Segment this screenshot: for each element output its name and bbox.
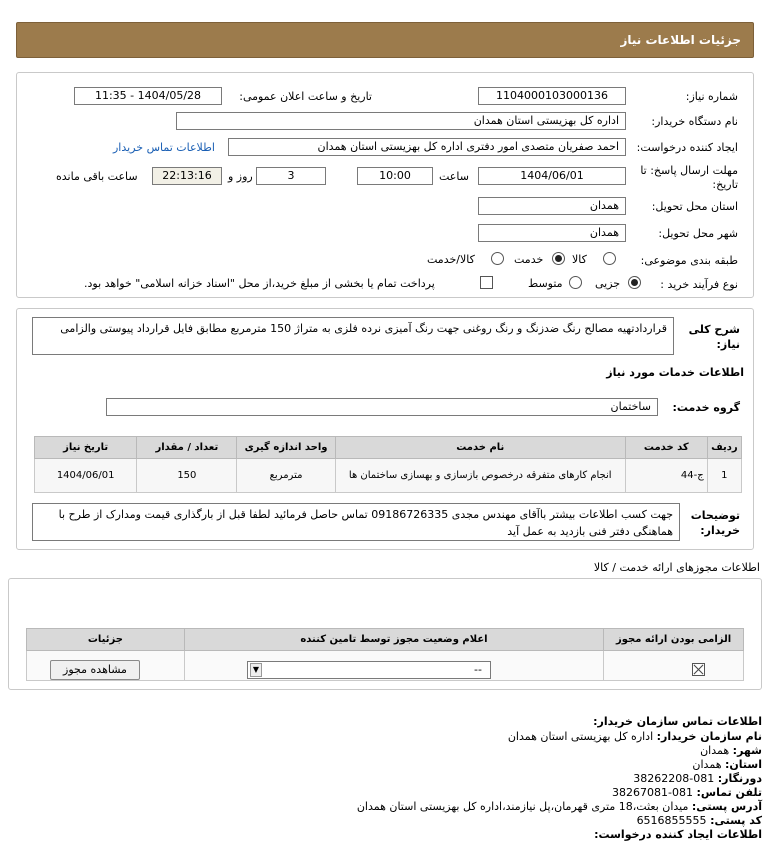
cell-date: 1404/06/01 — [35, 459, 137, 493]
payment-note: پرداخت تمام یا بخشی از مبلغ خرید،از محل "اسناد خزانه اسلامی" خواهد بود. — [84, 277, 435, 290]
requester-info-title: اطلاعات ایجاد کننده درخواست: — [594, 828, 762, 841]
permit-col-required: الزامی بودن ارائه مجوز — [604, 629, 744, 651]
view-permit-button[interactable]: مشاهده مجوز — [50, 660, 140, 680]
permit-status-select[interactable] — [247, 661, 491, 679]
province-label: استان محل تحویل: — [651, 200, 738, 213]
process-radio-medium[interactable] — [569, 276, 582, 289]
col-name: نام خدمت — [335, 437, 625, 459]
contact-phone-value: 081-38267081 — [612, 786, 694, 799]
requester-field: احمد صفریان متصدی امور دفتری اداره کل بهزیستی استان همدان — [228, 138, 626, 156]
contact-city-label: شهر: — [732, 744, 762, 757]
table-row — [35, 459, 742, 493]
contact-fax-label: دورنگار: — [717, 772, 762, 785]
category-option-goods: کالا — [572, 253, 587, 266]
contact-address-line — [357, 800, 762, 813]
permit-status-value: -- — [474, 663, 482, 676]
category-radio-goods-service[interactable] — [491, 252, 504, 265]
announce-label: تاریخ و ساعت اعلان عمومی: — [239, 90, 372, 103]
contact-org-label: نام سازمان خریدار: — [656, 730, 762, 743]
buyer-notes-box: جهت کسب اطلاعات بیشتر باآقای مهندس مجدی 09186726335 تماس حاصل فرمائید لطفا قبل از بارگذاری قیمت ومدارک از طرح با هماهنگی دفتر فنی بازدید به عمل آید — [32, 503, 680, 541]
permits-section-title: اطلاعات مجوزهای ارائه خدمت / کالا — [593, 561, 760, 574]
province-field: همدان — [478, 197, 626, 215]
category-radio-goods[interactable] — [603, 252, 616, 265]
contact-org-line — [508, 730, 762, 743]
process-option-minor: جزیی — [595, 277, 621, 290]
contact-address-value: میدان بعثت،18 متری قهرمان،پل نیازمند،اداره کل بهزیستی استان همدان — [356, 800, 689, 813]
contact-province-line — [692, 758, 762, 771]
days-field: 3 — [256, 167, 326, 185]
permit-col-status: اعلام وضعیت مجوز توسط تامین کننده — [184, 629, 603, 651]
chevron-down-icon: ▼ — [250, 663, 262, 677]
payment-checkbox[interactable] — [480, 276, 493, 289]
need-number-field: 1104000103000136 — [478, 87, 626, 105]
contact-title: اطلاعات تماس سازمان خریدار: — [593, 715, 762, 728]
need-number-label: شماره نیاز: — [685, 90, 738, 103]
deadline-time-label: ساعت — [439, 170, 469, 183]
col-row: ردیف — [707, 437, 741, 459]
contact-phone-line — [612, 786, 762, 799]
contact-postal-line — [637, 814, 762, 827]
cell-qty: 150 — [137, 459, 237, 493]
buyer-org-label: نام دستگاه خریدار: — [651, 115, 738, 128]
services-section-title: اطلاعات خدمات مورد نیاز — [606, 366, 744, 379]
cell-unit: مترمربع — [237, 459, 335, 493]
requester-label: ایجاد کننده درخواست: — [636, 141, 738, 154]
deadline-time-field: 10:00 — [357, 167, 433, 185]
contact-org-value: اداره کل بهزیستی استان همدان — [507, 730, 654, 743]
deadline-date-field: 1404/06/01 — [478, 167, 626, 185]
description-box: قراردادتهیه مصالح رنگ ضدزنگ و رنگ روغنی جهت رنگ آمیزی نرده فلزی به متراژ 150 مترمربع مطابق فایل قرارداد پیوستی والزامی — [32, 317, 674, 355]
permit-required-checkbox — [692, 663, 705, 676]
col-unit: واحد اندازه گیری — [237, 437, 335, 459]
process-option-medium: متوسط — [528, 277, 563, 290]
description-label: شرح کلی نیاز: — [688, 323, 740, 351]
page-header — [16, 22, 754, 58]
city-label: شهر محل تحویل: — [658, 227, 738, 240]
contact-postal-label: کد پستی: — [710, 814, 762, 827]
page-title: جزئیات اطلاعات نیاز — [620, 33, 741, 47]
contact-postal-value: 6516855555 — [636, 814, 707, 827]
cell-row: 1 — [707, 459, 741, 493]
category-radio-service[interactable] — [552, 252, 565, 265]
contact-phone-label: تلفن تماس: — [696, 786, 762, 799]
remaining-label: ساعت باقی مانده — [56, 170, 138, 183]
col-code: کد خدمت — [625, 437, 707, 459]
buyer-notes-label: توضیحات خریدار: — [690, 509, 740, 537]
process-radio-minor[interactable] — [628, 276, 641, 289]
col-date: تاریخ نیاز — [35, 437, 137, 459]
announce-field: 1404/05/28 - 11:35 — [74, 87, 222, 105]
process-label: نوع فرآیند خرید : — [660, 278, 738, 291]
col-qty: تعداد / مقدار — [137, 437, 237, 459]
services-table — [34, 436, 742, 493]
deadline-label: مهلت ارسال پاسخ: تا تاریخ: — [640, 164, 738, 191]
contact-province-value: همدان — [692, 758, 722, 771]
category-option-goods-service: کالا/خدمت — [427, 253, 475, 266]
service-group-field: ساختمان — [106, 398, 658, 416]
days-label: روز و — [228, 170, 253, 183]
category-option-service: خدمت — [514, 253, 544, 266]
contact-city-line — [700, 744, 762, 757]
contact-fax-value: 081-38262208 — [633, 772, 715, 785]
contact-address-label: آدرس پستی: — [691, 800, 762, 813]
cell-name: انجام کارهای متفرقه درخصوص بازسازی و بهسازی ساختمان ها — [335, 459, 625, 493]
cell-code: ج-44 — [625, 459, 707, 493]
contact-fax-line — [633, 772, 762, 785]
buyer-contact-link[interactable]: اطلاعات تماس خریدار — [113, 141, 215, 154]
service-group-label: گروه خدمت: — [672, 401, 740, 414]
city-field: همدان — [478, 224, 626, 242]
buyer-org-field: اداره کل بهزیستی استان همدان — [176, 112, 626, 130]
contact-city-value: همدان — [700, 744, 730, 757]
category-label: طبقه بندی موضوعی: — [640, 254, 738, 267]
permit-col-details: جزئیات — [27, 629, 185, 651]
contact-province-label: استان: — [725, 758, 762, 771]
remaining-time-field: 22:13:16 — [152, 167, 222, 185]
